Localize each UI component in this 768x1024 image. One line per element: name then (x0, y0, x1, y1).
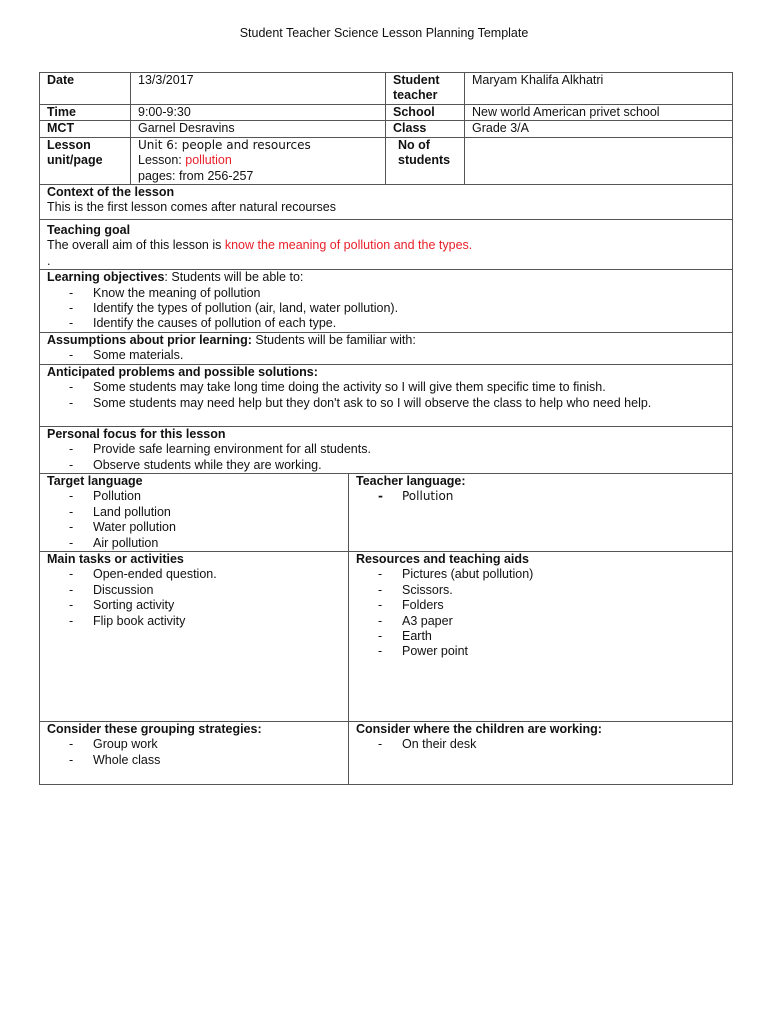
main-tasks-list (47, 567, 341, 629)
students-label: No of students (386, 137, 465, 184)
list-item: - On their desk (378, 737, 725, 752)
list-item: - Some students may need help but they don't ask to so I will observe the class to help who need help. (69, 396, 725, 411)
grouping-cell (40, 721, 349, 784)
grouping-heading: Consider these grouping strategies: (47, 721, 262, 736)
date-value: 13/3/2017 (131, 73, 386, 105)
teaching-goal-cell (40, 220, 733, 270)
list-item: - Earth (378, 629, 725, 644)
personal-focus-heading: Personal focus for this lesson (47, 426, 226, 441)
context-cell (40, 185, 733, 220)
mct-value: Garnel Desravins (131, 121, 386, 137)
target-language-cell (40, 473, 349, 551)
list-item: - Identify the types of pollution (air, land, water pollution). (69, 301, 725, 316)
lesson-prefix: Lesson: (138, 153, 186, 168)
unit-value: Unit 6: people and resources (138, 137, 311, 152)
list-item: - Water pollution (69, 520, 341, 535)
list-item: - Land pollution (69, 505, 341, 520)
list-item: - Whole class (69, 753, 341, 768)
mct-row (40, 121, 733, 137)
teaching-goal-highlight: know the meaning of pollution and the types. (224, 238, 473, 253)
assumptions-line (47, 333, 725, 348)
lesson-plan-document (39, 72, 732, 785)
mct-label: MCT (40, 121, 131, 137)
resources-heading: Resources and teaching aids (356, 551, 529, 566)
list-item: - Provide safe learning environment for all students. (69, 442, 725, 457)
resources-list (356, 567, 725, 659)
assumptions-heading: Assumptions about prior learning: (47, 332, 252, 347)
list-item: - Discussion (69, 583, 341, 598)
teacher-language-cell (349, 473, 733, 551)
lesson-row (40, 137, 733, 184)
objectives-cell (40, 270, 733, 333)
list-item: - Pollution (378, 489, 725, 504)
grouping-list (47, 737, 341, 768)
list-item: - Folders (378, 598, 725, 613)
resources-cell (349, 551, 733, 721)
objectives-intro: : Students will be able to: (164, 270, 304, 285)
teaching-goal-trailing: . (47, 253, 51, 268)
target-language-list (47, 489, 341, 551)
assumptions-row (40, 332, 733, 364)
assumptions-intro: Students will be familiar with: (251, 332, 416, 347)
teacher-language-list (356, 489, 725, 504)
list-item: - Air pollution (69, 536, 341, 551)
date-label: Date (40, 73, 131, 105)
lesson-value (131, 137, 386, 184)
teacher-language-heading: Teacher language: (356, 473, 466, 488)
assumptions-cell (40, 332, 733, 364)
list-item: - Scissors. (378, 583, 725, 598)
list-item: - A3 paper (378, 614, 725, 629)
personal-focus-row (40, 426, 733, 473)
objectives-row (40, 270, 733, 333)
time-value: 9:00-9:30 (131, 105, 386, 121)
personal-focus-cell (40, 426, 733, 473)
list-item: - Pictures (abut pollution) (378, 567, 725, 582)
list-item: - Group work (69, 737, 341, 752)
class-value: Grade 3/A (465, 121, 733, 137)
student-teacher-label: Student teacher (386, 73, 465, 105)
list-item: - Identify the causes of pollution of each type. (69, 316, 725, 331)
pages-value: pages: from 256-257 (138, 168, 254, 183)
grouping-row (40, 721, 733, 784)
list-item: - Pollution (69, 489, 341, 504)
main-tasks-cell (40, 551, 349, 721)
list-item: - Some materials. (69, 348, 725, 363)
assumptions-list (47, 348, 725, 363)
date-row (40, 73, 733, 105)
teaching-goal-row (40, 220, 733, 270)
main-tasks-heading: Main tasks or activities (47, 551, 184, 566)
lesson-topic: pollution (185, 153, 232, 168)
list-item: - Some students may take long time doing the activity so I will give them specific time to finish. (69, 380, 725, 395)
student-teacher-value: Maryam Khalifa Alkhatri (465, 73, 733, 105)
list-item: - Flip book activity (69, 614, 341, 629)
school-value: New world American privet school (465, 105, 733, 121)
objectives-list (47, 286, 725, 332)
list-item: - Power point (378, 644, 725, 659)
working-heading: Consider where the children are working: (356, 721, 602, 736)
teaching-goal-prefix: The overall aim of this lesson is (47, 238, 225, 253)
time-label: Time (40, 105, 131, 121)
teaching-goal-line (47, 238, 725, 253)
school-label: School (386, 105, 465, 121)
problems-heading: Anticipated problems and possible solutions: (47, 364, 318, 379)
working-list (356, 737, 725, 752)
context-heading: Context of the lesson (47, 185, 175, 200)
class-label: Class (386, 121, 465, 137)
lesson-plan-table (39, 72, 733, 785)
list-item: - Observe students while they are working. (69, 458, 725, 473)
working-cell (349, 721, 733, 784)
personal-focus-list (47, 442, 725, 473)
context-text: This is the first lesson comes after natural recourses (47, 200, 337, 215)
language-row (40, 473, 733, 551)
time-row (40, 105, 733, 121)
objectives-line (47, 270, 725, 285)
list-item: - Open-ended question. (69, 567, 341, 582)
page-title: Student Teacher Science Lesson Planning Template (239, 26, 529, 40)
problems-list (47, 380, 725, 411)
teaching-goal-heading: Teaching goal (47, 223, 131, 238)
problems-cell (40, 364, 733, 426)
lesson-label: Lesson unit/page (40, 137, 131, 184)
context-row (40, 185, 733, 220)
target-language-heading: Target language (47, 473, 143, 488)
students-value (465, 137, 733, 184)
problems-row (40, 364, 733, 426)
list-item: - Know the meaning of pollution (69, 286, 725, 301)
tasks-row (40, 551, 733, 721)
list-item: - Sorting activity (69, 598, 341, 613)
objectives-heading: Learning objectives (47, 270, 165, 285)
lesson-topic-line (138, 153, 378, 168)
